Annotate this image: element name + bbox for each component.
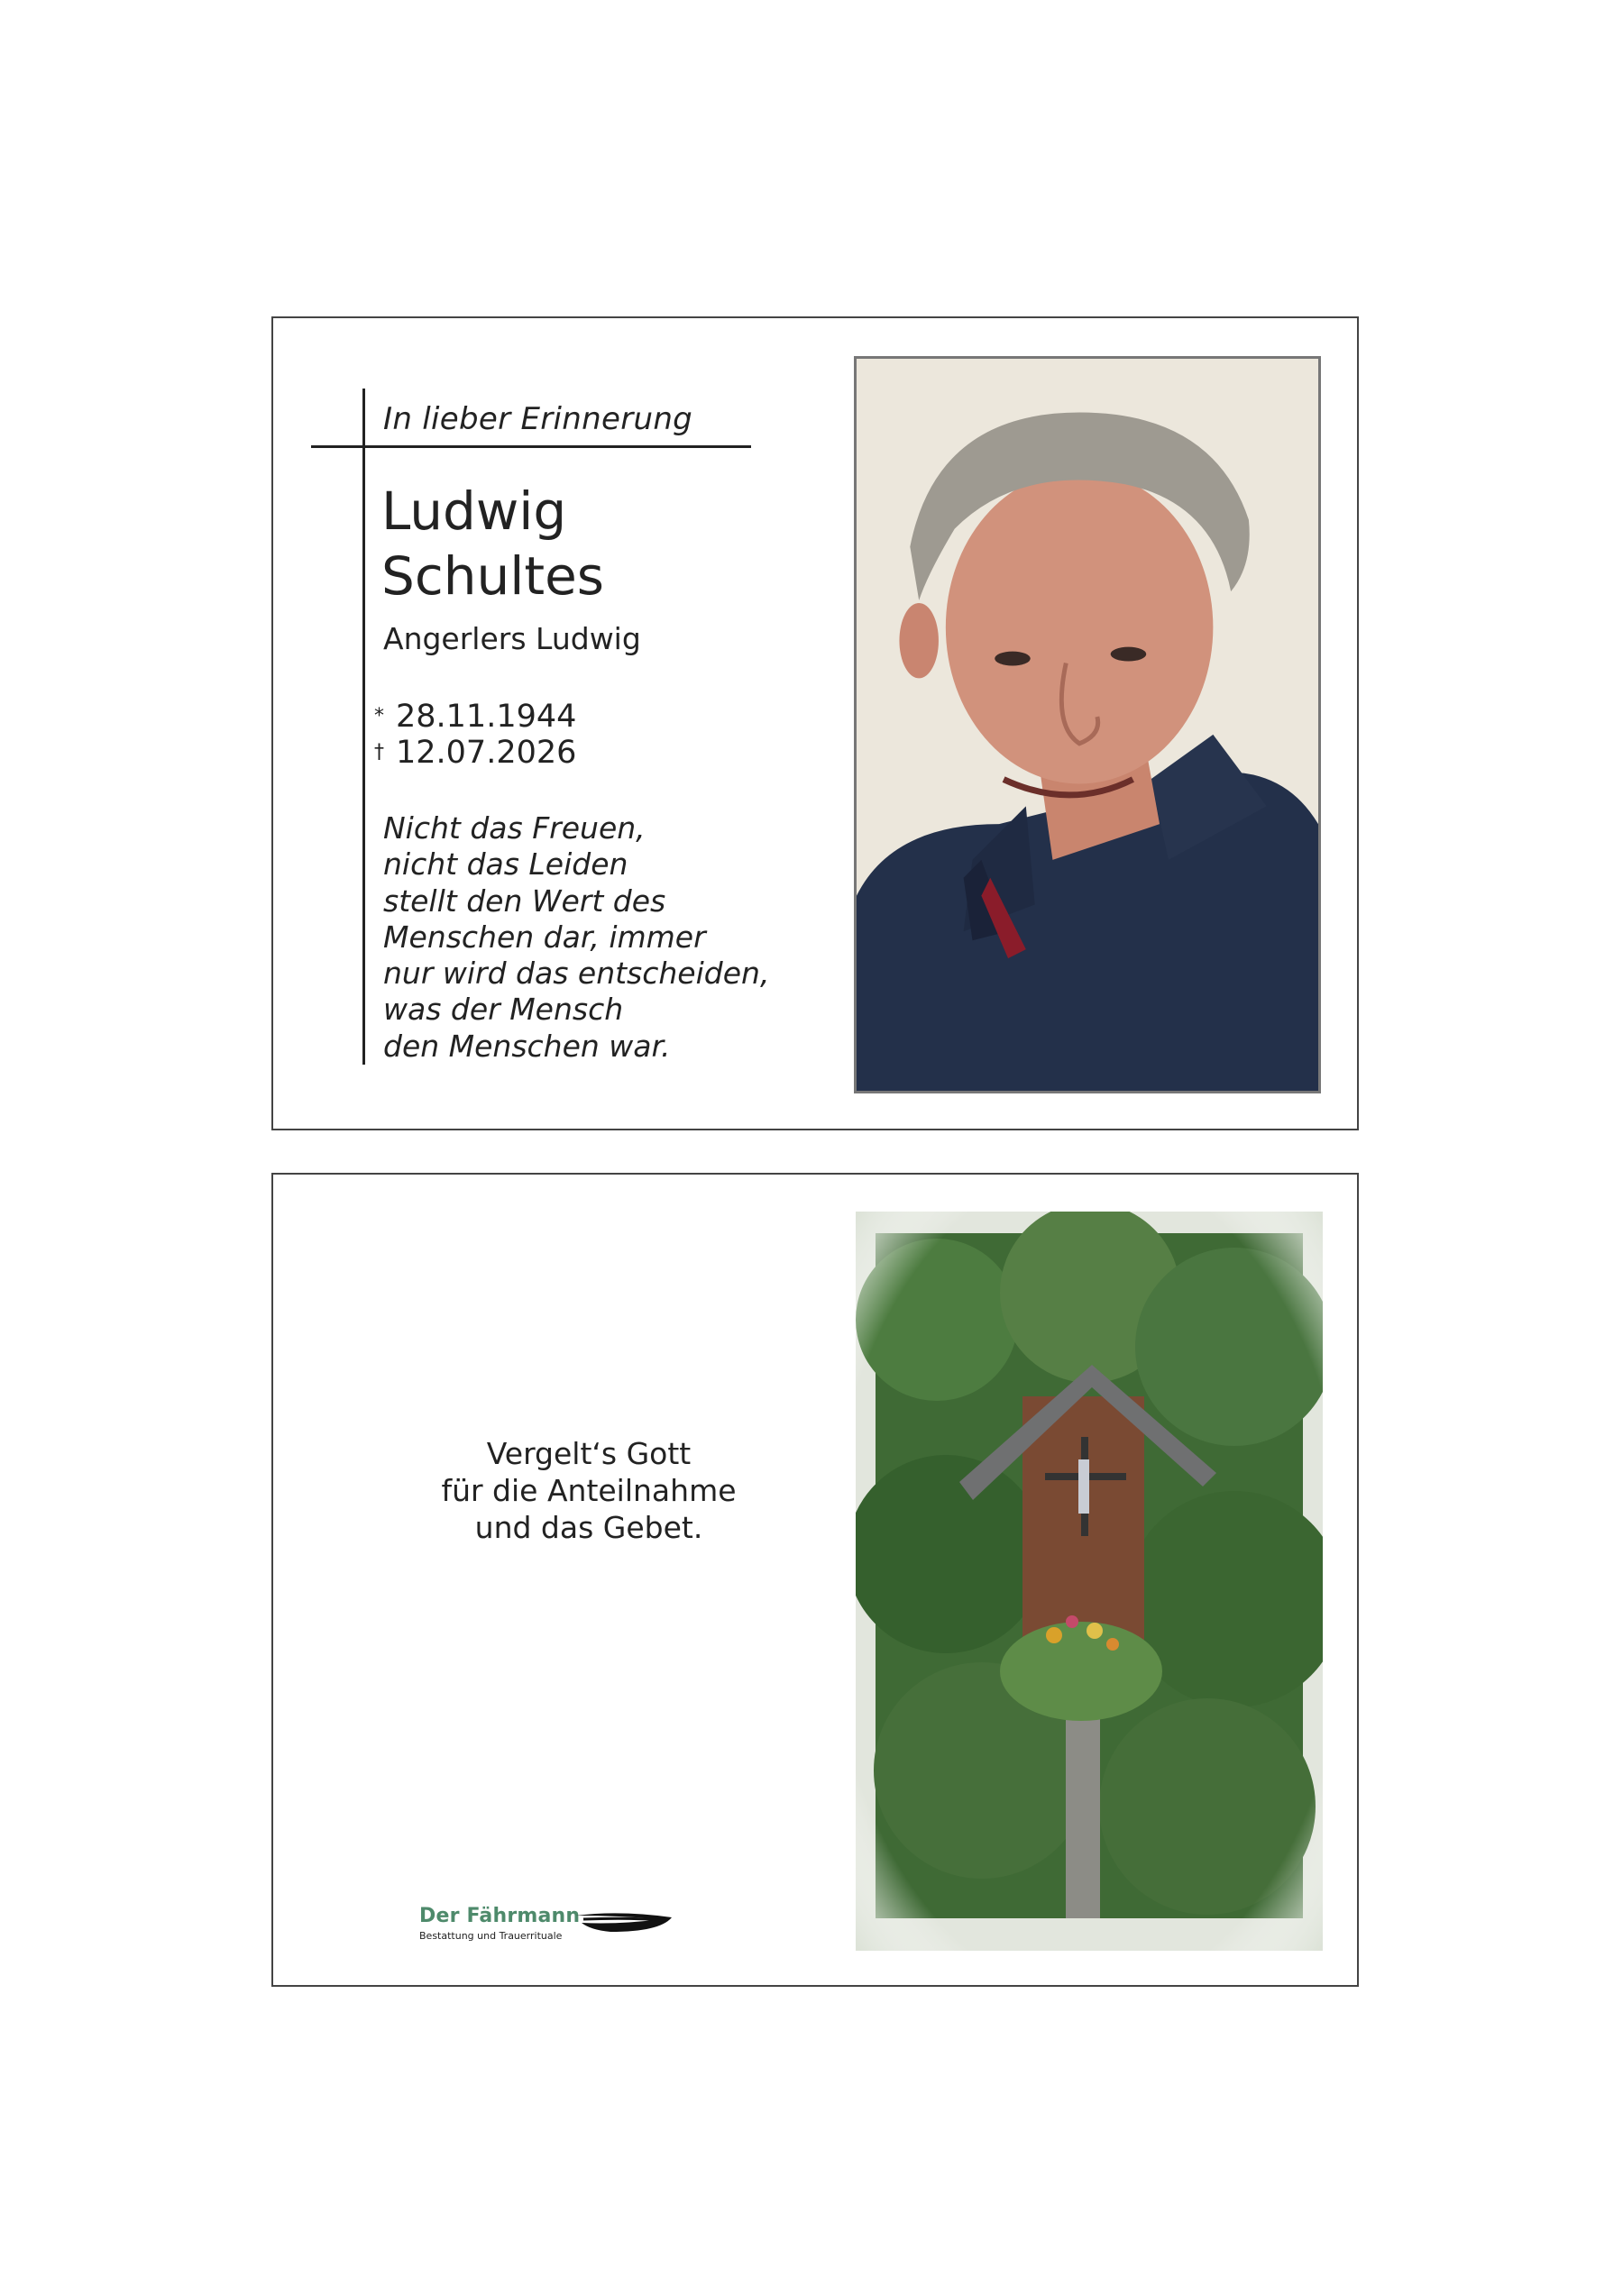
memorial-card-back: [271, 1173, 1359, 1987]
intro-text: In lieber Erinnerung: [383, 401, 693, 437]
boat-icon: [574, 1908, 674, 1935]
memorial-card-front: [271, 316, 1359, 1130]
cross-vertical-line: [362, 389, 365, 1065]
cross-horizontal-line: [311, 445, 751, 448]
poem: [383, 810, 769, 1065]
poem-line: den Menschen war.: [383, 1028, 671, 1064]
poem-line: nur wird das entscheiden,: [383, 956, 770, 992]
logo-tagline: Bestattung und Trauerrituale: [419, 1930, 563, 1942]
first-name: Ludwig: [381, 480, 567, 542]
thanks-text: [363, 1435, 814, 1546]
death-row: [374, 735, 576, 771]
poem-line: was der Mensch: [383, 992, 624, 1028]
portrait-photo: [854, 356, 1321, 1093]
nickname: Angerlers Ludwig: [383, 621, 641, 656]
poem-line: stellt den Wert des: [383, 883, 666, 919]
thanks-line: und das Gebet.: [474, 1510, 703, 1545]
poem-line: nicht das Leiden: [383, 846, 628, 883]
last-name: Schultes: [381, 545, 604, 607]
birth-date: 28.11.1944: [396, 699, 577, 735]
death-symbol: †: [374, 741, 384, 764]
thanks-line: Vergelt‘s Gott: [486, 1436, 692, 1471]
thanks-line: für die Anteilnahme: [441, 1473, 737, 1508]
logo-name: Der Fährmann: [419, 1905, 581, 1927]
funeral-home-logo: [419, 1905, 717, 1948]
poem-line: Nicht das Freuen,: [383, 810, 646, 846]
death-date: 12.07.2026: [396, 735, 577, 771]
birth-symbol: *: [374, 705, 384, 727]
wayside-shrine-photo: [856, 1212, 1323, 1951]
birth-row: [374, 699, 576, 735]
poem-line: Menschen dar, immer: [383, 919, 706, 955]
